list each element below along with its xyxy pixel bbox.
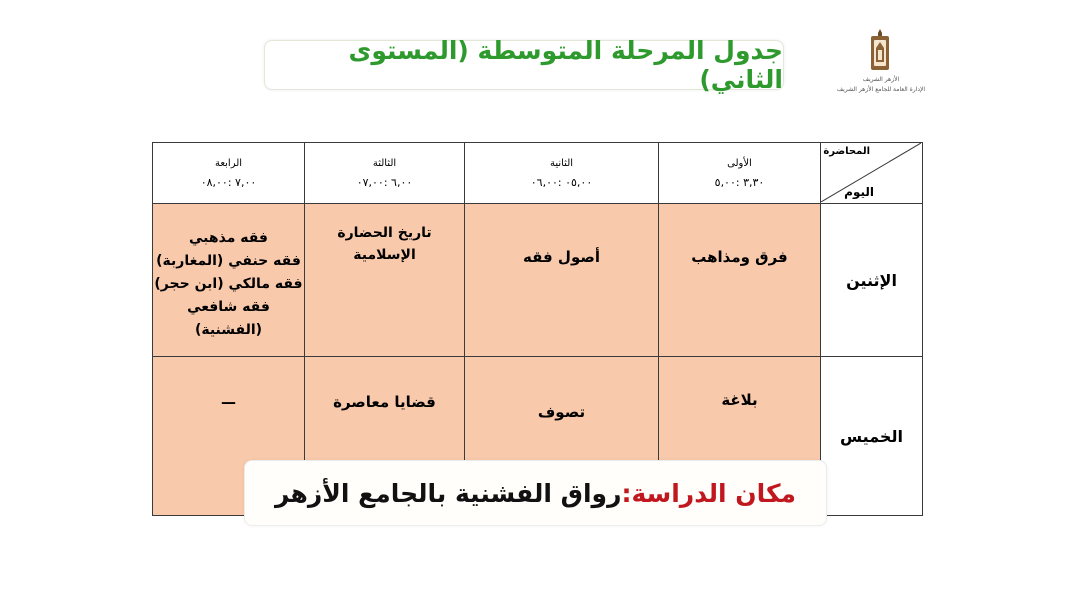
- lesson-line: فقه حنفي (المغاربة): [156, 252, 301, 269]
- period-header-3: [305, 143, 465, 204]
- lesson-line: قضايا معاصرة: [333, 393, 436, 411]
- logo-caption-2: الإدارة العامة للجامع الأزهر الشريف: [836, 86, 926, 93]
- lesson-line: —: [221, 393, 236, 411]
- title-box: [264, 36, 784, 94]
- corner-day-label: اليوم: [844, 185, 874, 199]
- lesson-cell: [305, 204, 465, 357]
- corner-lecture-label: المحاضرة: [823, 146, 870, 157]
- day-label: الإثنين: [846, 270, 897, 290]
- period-header-1: [659, 143, 821, 204]
- lesson-cell: [153, 204, 305, 357]
- location-box: [244, 460, 827, 526]
- table-row: [153, 204, 923, 357]
- location-label: مكان الدراسة:: [621, 478, 797, 508]
- period-time: ٠٥,٠٠ :٠٦,٠٠: [530, 175, 593, 189]
- header-row: [153, 143, 923, 204]
- lesson-line: فقه شافعي (الفشنية): [187, 298, 270, 338]
- period-time: ٦,٠٠ :٠٧,٠٠: [356, 175, 413, 189]
- period-header-2: [465, 143, 659, 204]
- location-value: رواق الفشنية بالجامع الأزهر: [274, 478, 622, 508]
- al-azhar-emblem-icon: [867, 28, 893, 72]
- lesson-line: فقه مالكي (ابن حجر): [154, 275, 303, 292]
- lesson-cell: [465, 204, 659, 357]
- logo-caption-1: الأزهر الشريف: [862, 76, 900, 83]
- lesson-line: أصول فقه: [523, 248, 600, 266]
- lesson-line: فقه مذهبي: [189, 229, 268, 246]
- period-name: الأولى: [727, 157, 752, 169]
- lesson-cell: [659, 204, 821, 357]
- page-title: جدول المرحلة المتوسطة (المستوى الثاني): [348, 36, 783, 94]
- day-label: الخميس: [840, 426, 903, 446]
- corner-cell: [821, 143, 923, 204]
- lesson-line: تاريخ الحضارة: [337, 225, 432, 241]
- period-name: الثالثة: [372, 157, 397, 169]
- period-name: الرابعة: [214, 157, 243, 169]
- period-time: ٣,٣٠ :٥,٠٠: [714, 175, 765, 189]
- day-cell: [821, 357, 923, 516]
- lesson-line: بلاغة: [721, 391, 758, 409]
- lesson-line: فرق ومذاهب: [691, 248, 788, 266]
- lesson-line: الإسلامية: [353, 247, 416, 263]
- lesson-line: تصوف: [537, 403, 586, 421]
- logo: [836, 26, 926, 98]
- period-time: ٧,٠٠ :٠٨,٠٠: [200, 175, 257, 189]
- day-cell: [821, 204, 923, 357]
- period-header-4: [153, 143, 305, 204]
- period-name: الثانية: [549, 157, 574, 169]
